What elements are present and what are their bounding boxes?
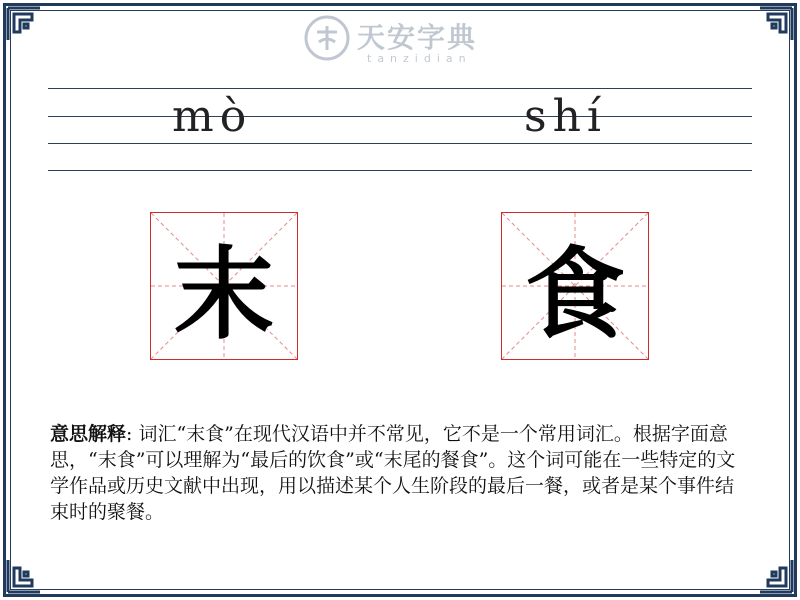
character-grid-box xyxy=(501,212,649,360)
rule-line xyxy=(48,143,752,144)
pinyin-ruled-lines xyxy=(48,88,752,174)
corner-ornament-icon xyxy=(6,6,42,42)
site-logo xyxy=(303,14,503,70)
character-second: 食 xyxy=(525,235,625,353)
corner-ornament-icon xyxy=(6,558,42,594)
logo-subtitle: tanzidian xyxy=(367,52,472,65)
corner-ornament-icon xyxy=(758,558,794,594)
pinyin-first: mò xyxy=(172,91,253,142)
rule-line xyxy=(48,88,752,89)
meaning-label: 意思解释 xyxy=(50,423,127,445)
meaning-paragraph xyxy=(50,421,750,525)
rule-line xyxy=(48,170,752,171)
character-first: 末 xyxy=(174,235,274,353)
rule-line xyxy=(48,116,752,117)
corner-ornament-icon xyxy=(758,6,794,42)
logo-seal-icon xyxy=(303,14,351,62)
meaning-text: : 词汇“末食”在现代汉语中并不常见，它不是一个常用词汇。根据字面意思，“末食”可以理解为“最后的饮食”或“末尾的餐食”。这个词可能在一些特定的文学作品或历史文献中出现，用以描述某个人生阶段的最后一餐，或者是某个事件结束时的聚餐。 xyxy=(50,423,736,523)
pinyin-second: shí xyxy=(524,91,607,142)
character-grid-box xyxy=(150,212,298,360)
logo-title: 天安字典 xyxy=(357,21,478,54)
